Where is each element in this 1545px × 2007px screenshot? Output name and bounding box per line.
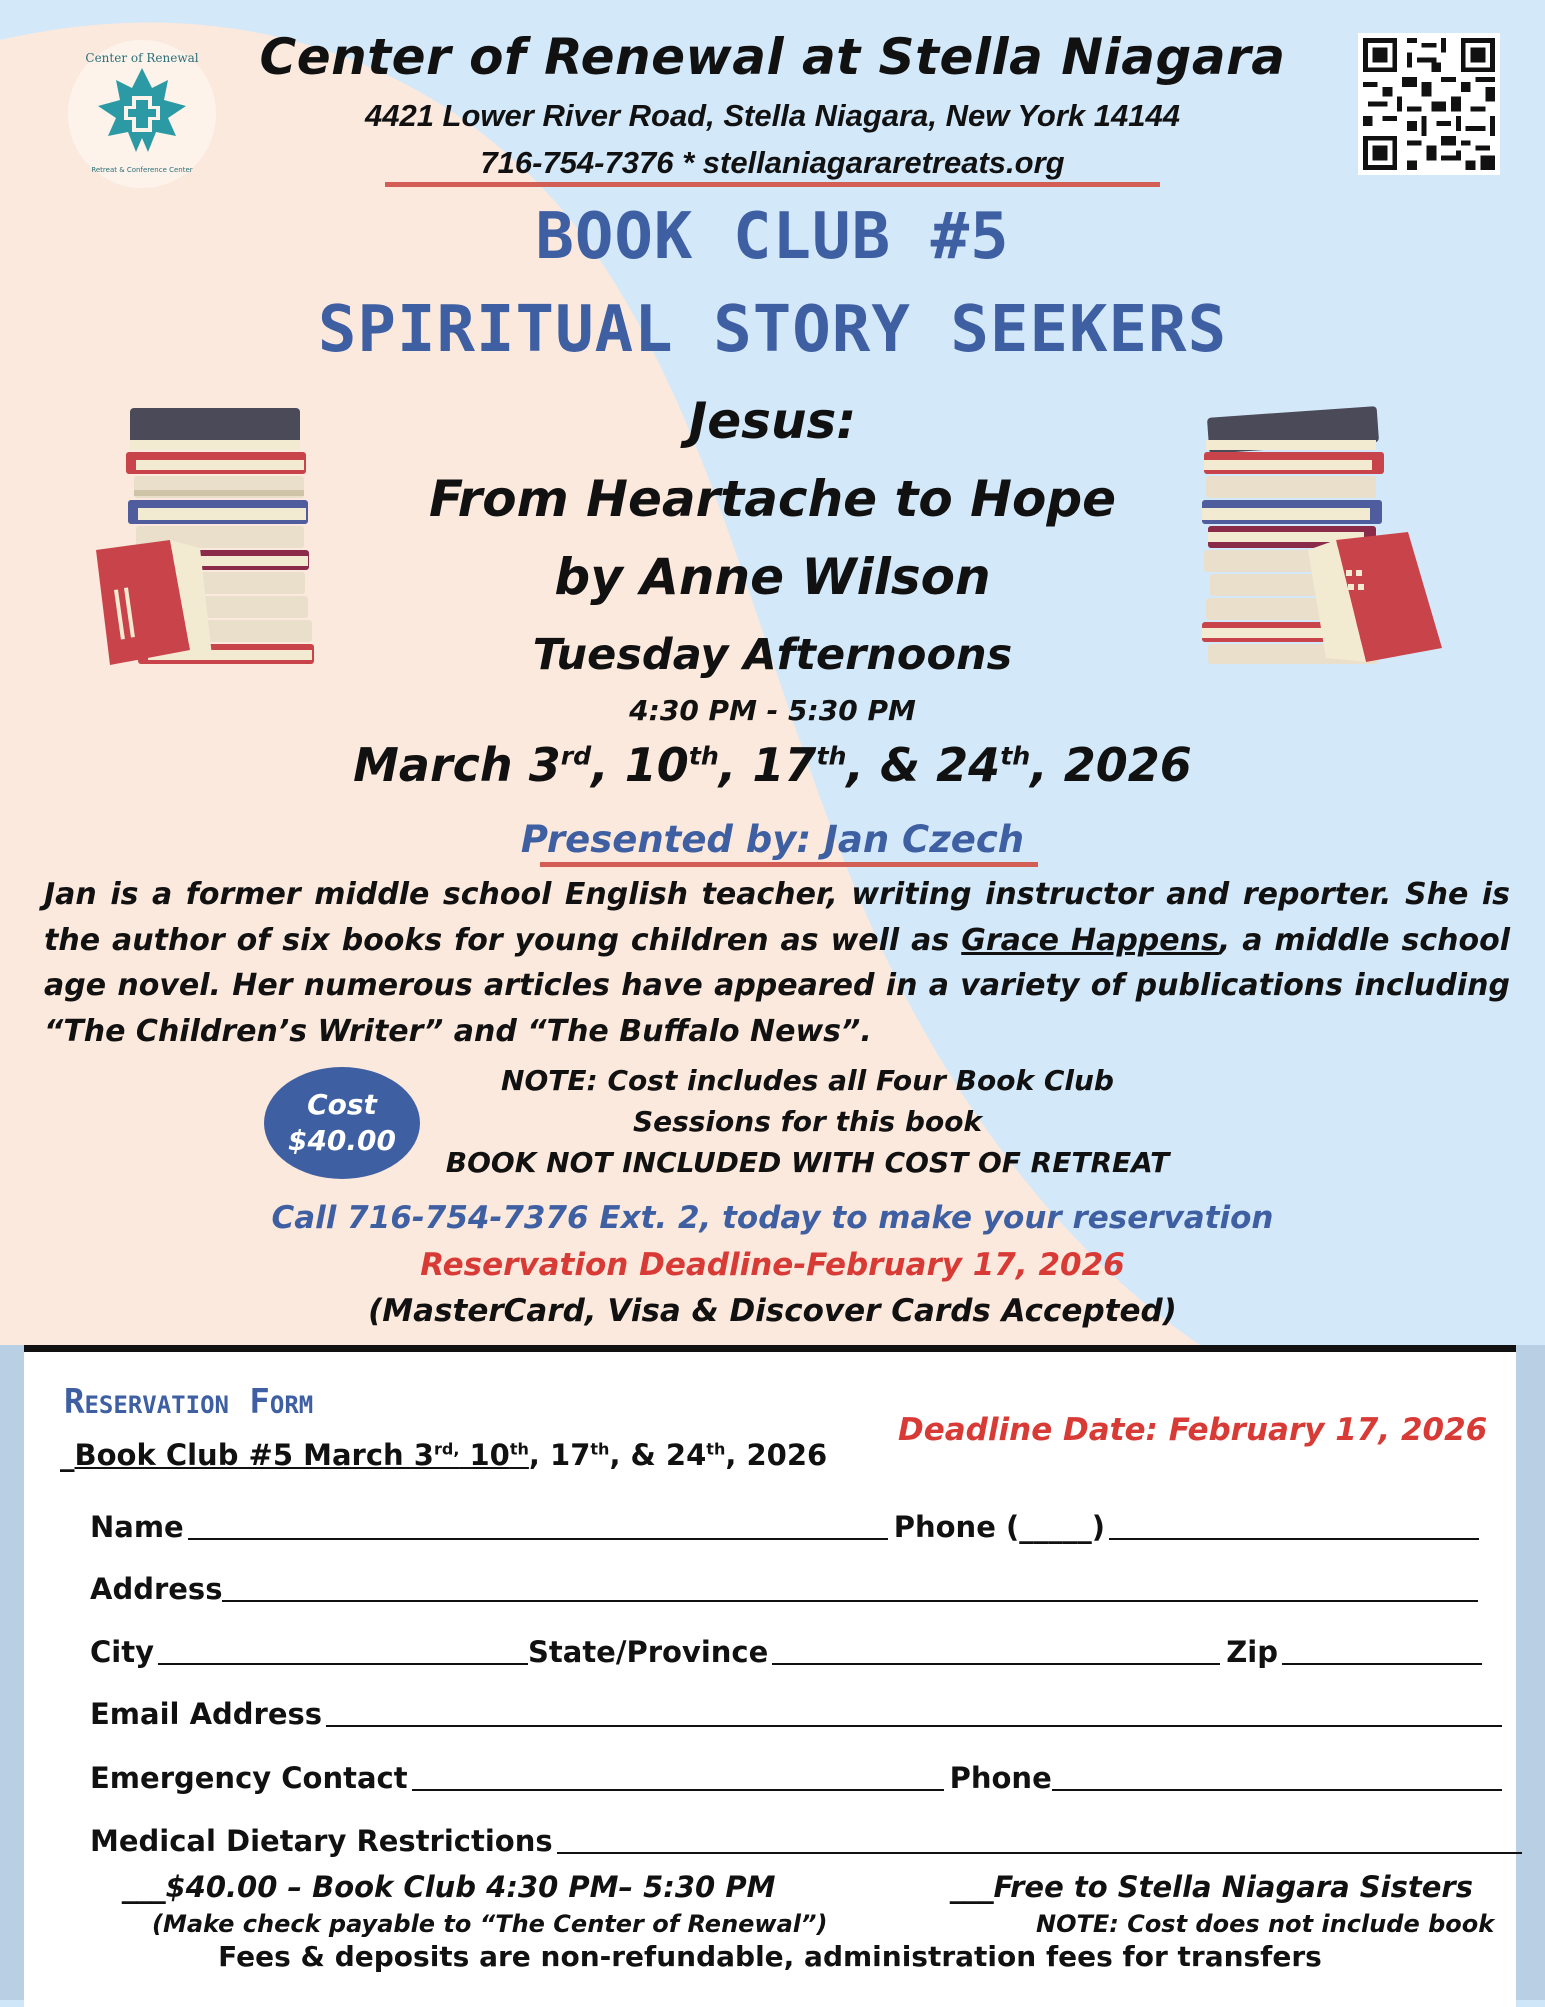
form-right-margin — [1516, 1345, 1545, 2000]
state-field[interactable] — [772, 1639, 1220, 1665]
row-name — [90, 1510, 1485, 1544]
presenter-bio: Jan is a former middle school English teacher, writing instructor and reporter. She is the author of six books for young children as well as Grace Happens, a middle school age novel. Her numerous articles have appeared in a variety of publications including “The Children’s Writer” and “The Buffalo News”. — [44, 877, 1510, 1049]
city-label: City — [90, 1635, 154, 1669]
cost-note-3: BOOK NOT INCLUDED WITH COST OF RETREAT — [445, 1146, 1170, 1179]
option-book-club[interactable]: ___$40.00 – Book Club 4:30 PM– 5:30 PM — [122, 1870, 776, 1904]
emergency-phone-field[interactable] — [1052, 1765, 1502, 1791]
fees-note: Fees & deposits are non-refundable, administration fees for transfers — [218, 1940, 1322, 1973]
phone-label: Phone (_____) — [893, 1510, 1105, 1544]
session-dates: March 3rd, 10th, 17th, & 24th, 2026 — [353, 738, 1192, 792]
presenter-divider — [540, 862, 1038, 867]
cost-note-1: NOTE: Cost includes all Four Book Club — [501, 1064, 1114, 1097]
presenter-heading: Presented by: Jan Czech — [520, 818, 1025, 861]
name-label: Name — [90, 1510, 184, 1544]
city-field[interactable] — [158, 1639, 528, 1665]
series-title: SPIRITUAL STORY SEEKERS — [317, 293, 1228, 367]
medical-field[interactable] — [557, 1828, 1522, 1854]
cost-amount: $40.00 — [287, 1124, 397, 1157]
option-sisters[interactable]: ___Free to Stella Niagara Sisters — [950, 1870, 1473, 1904]
zip-field[interactable] — [1282, 1639, 1482, 1665]
option-book-club-note: (Make check payable to “The Center of Renewal”) — [152, 1910, 828, 1938]
medical-label: Medical Dietary Restrictions — [90, 1824, 553, 1858]
header-address: 4421 Lower River Road, Stella Niagara, New York 14144 — [364, 98, 1180, 133]
cost-label: Cost — [307, 1088, 377, 1121]
phone-field[interactable] — [1109, 1514, 1479, 1540]
reservation-call[interactable]: Call 716-754-7376 Ext. 2, today to make your reservation — [271, 1200, 1274, 1236]
email-field[interactable] — [326, 1701, 1502, 1727]
address-field[interactable] — [222, 1576, 1478, 1602]
email-label: Email Address — [90, 1697, 323, 1731]
book-author: by Anne Wilson — [554, 548, 991, 606]
address-label: Address — [90, 1572, 223, 1606]
bio-book-title: Grace Happens — [961, 922, 1219, 958]
name-field[interactable] — [188, 1514, 888, 1540]
reservation-deadline: Reservation Deadline-February 17, 2026 — [420, 1247, 1125, 1283]
form-club-dates: _Book Club #5 March $3^{rd,}$ 10th, 17th, & 24th, 2026 — [60, 1438, 828, 1472]
zip-label: Zip — [1226, 1635, 1279, 1669]
svg-text:Center of Renewal: Center of Renewal — [85, 51, 199, 65]
emergency-phone-label: Phone — [949, 1761, 1052, 1795]
cost-note-2: Sessions for this book — [632, 1105, 983, 1138]
row-email — [90, 1697, 1508, 1731]
emergency-label: Emergency Contact — [90, 1761, 408, 1795]
option-sisters-note: NOTE: Cost does not include book — [1036, 1910, 1495, 1938]
book-stack-right — [1196, 400, 1456, 670]
header-divider — [385, 182, 1160, 187]
book-stack-left — [90, 400, 350, 670]
book-club-title: BOOK CLUB #5 — [535, 200, 1010, 274]
header-title: Center of Renewal at Stella Niagara — [259, 28, 1286, 86]
svg-text:Retreat & Conference Center: Retreat & Conference Center — [91, 166, 193, 174]
header-contact[interactable]: 716-754-7376 * stellaniagararetreats.org — [480, 145, 1065, 180]
book-title-line1: Jesus: — [688, 392, 857, 450]
form-title: Reservation Form — [64, 1382, 314, 1422]
row-city — [90, 1635, 1488, 1669]
form-left-margin — [0, 1345, 24, 2000]
session-time: 4:30 PM - 5:30 PM — [629, 694, 916, 727]
form-deadline: Deadline Date: February 17, 2026 — [898, 1412, 1488, 1448]
state-label: State/Province — [528, 1635, 769, 1669]
row-medical — [90, 1824, 1528, 1858]
row-address — [90, 1572, 1484, 1606]
reservation-form — [24, 1345, 1516, 2007]
book-title-line2: From Heartache to Hope — [428, 470, 1117, 528]
session-day: Tuesday Afternoons — [532, 630, 1013, 680]
row-emergency — [90, 1761, 1508, 1795]
cards-accepted: (MasterCard, Visa & Discover Cards Accepted) — [368, 1293, 1177, 1329]
emergency-field[interactable] — [412, 1765, 944, 1791]
